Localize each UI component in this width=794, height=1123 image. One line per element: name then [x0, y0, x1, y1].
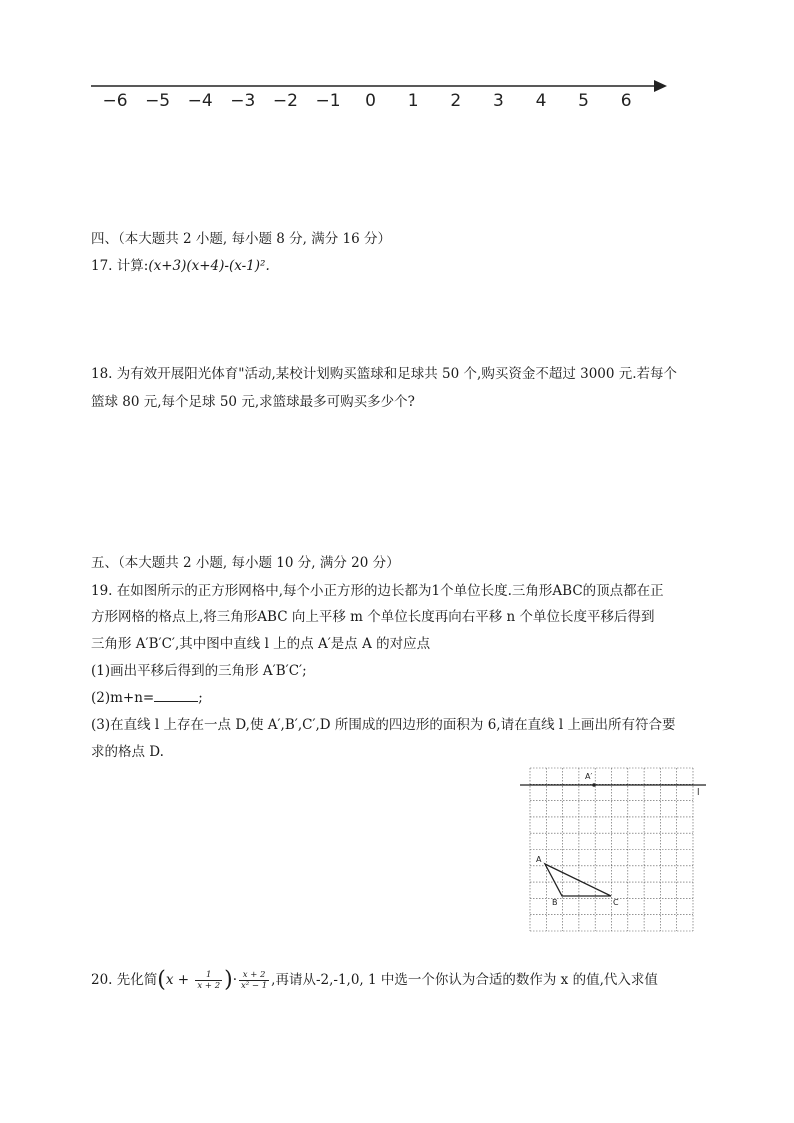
- label-a-prime: A′: [585, 772, 593, 781]
- tick-label: 3: [492, 91, 504, 111]
- fraction-2-numerator: x + 2: [239, 970, 269, 981]
- right-paren: ): [224, 967, 233, 993]
- number-line-arrow: [654, 80, 667, 92]
- tick-label: −4: [187, 91, 213, 111]
- left-paren: (: [157, 967, 166, 993]
- question-19-part2: [91, 688, 203, 708]
- question-19-part3-line1: (3)在直线 l 上存在一点 D,使 A′,B′,C′,D 所围成的四边形的面积为 6,请在直线 l 上画出所有符合要: [91, 717, 676, 733]
- label-b: B: [552, 898, 558, 907]
- point-a-prime: [592, 783, 596, 787]
- tick-label: 5: [578, 91, 590, 111]
- fraction-1-denominator: x + 2: [197, 981, 221, 991]
- question-19-part1: (1)画出平移后得到的三角形 A′B′C′;: [91, 663, 307, 679]
- question-20: [91, 965, 658, 996]
- tick-label: 6: [620, 91, 632, 111]
- label-l: l: [697, 788, 700, 798]
- section4-header: 四、（本大题共 2 小题, 每小题 8 分, 满分 16 分）: [91, 231, 392, 247]
- question-19-line2: 方形网格的格点上,将三角形ABC 向上平移 m 个单位长度再向右平移 n 个单位长度平移后得到: [91, 609, 655, 625]
- question-19-line3: 三角形 A′B′C′,其中图中直线 l 上的点 A′是点 A 的对应点: [91, 636, 431, 652]
- q20-dot: ·: [232, 972, 238, 988]
- fraction-2: [239, 970, 269, 991]
- tick-label: −2: [272, 91, 298, 111]
- section5-header: 五、（本大题共 2 小题, 每小题 10 分, 满分 20 分）: [91, 555, 400, 571]
- q19-part2-prefix: (2)m+n=: [91, 690, 155, 706]
- question-19-part3-line2: 求的格点 D.: [91, 744, 164, 760]
- q20-prefix: 20. 先化简: [91, 972, 158, 988]
- triangle-abc: [545, 864, 611, 896]
- fraction-2-denominator: x² − 1: [241, 981, 268, 991]
- q20-plus: +: [177, 972, 190, 988]
- tick-label: 4: [535, 91, 547, 111]
- question-19-line1: 19. 在如图所示的正方形网格中,每个小正方形的边长都为1个单位长度.三角形ABC的顶点都在正: [91, 583, 664, 599]
- fraction-1-numerator: 1: [195, 970, 222, 981]
- q20-suffix: ,再请从-2,-1,0, 1 中选一个你认为合适的数作为 x 的值,代入求值: [271, 972, 658, 988]
- label-a: A: [536, 855, 542, 864]
- question-17: [91, 256, 270, 276]
- number-line: [0, 0, 794, 120]
- question-18-line1: 18. 为有效开展阳光体育"活动,某校计划购买篮球和足球共 50 个,购买资金不超过 3000 元.若每个: [91, 366, 678, 382]
- tick-label: 2: [450, 91, 462, 111]
- q19-part2-suffix: ;: [198, 690, 203, 706]
- tick-label: −6: [102, 91, 128, 111]
- grid-figure: [510, 760, 720, 935]
- q17-prefix: 17. 计算:: [91, 258, 149, 274]
- fraction-1: [195, 970, 222, 991]
- q17-expression: (x+3)(x+4)-(x-1)².: [148, 258, 270, 274]
- tick-label: −3: [230, 91, 256, 111]
- q20-x: x: [165, 972, 174, 988]
- answer-blank[interactable]: [154, 689, 198, 702]
- tick-label: 0: [365, 91, 377, 111]
- tick-label: 1: [407, 91, 419, 111]
- tick-label: −5: [145, 91, 171, 111]
- tick-label: −1: [315, 91, 341, 111]
- label-c: C: [613, 898, 619, 907]
- question-18-line2: 篮球 80 元,每个足球 50 元,求篮球最多可购买多少个?: [91, 394, 415, 410]
